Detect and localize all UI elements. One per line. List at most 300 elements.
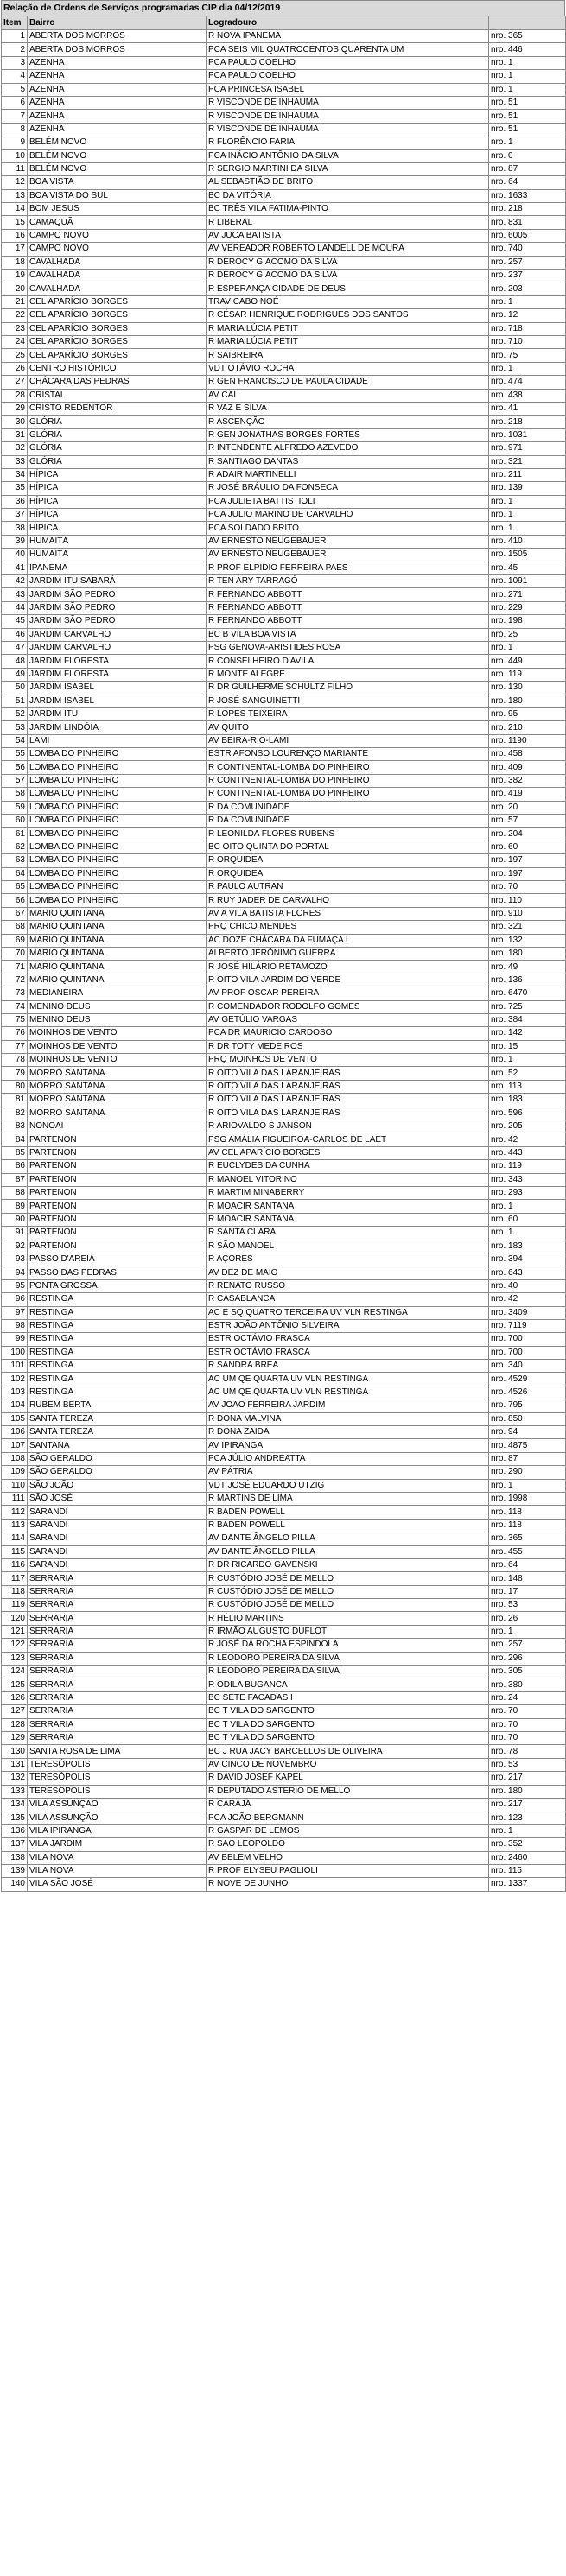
table-row [2, 961, 566, 974]
cell-item: 88 [2, 1186, 28, 1199]
cell-numero: nro. 1 [489, 641, 566, 654]
cell-item: 129 [2, 1732, 28, 1745]
cell-bairro: IPANEMA [28, 562, 207, 574]
table-row [2, 1386, 566, 1399]
cell-item: 109 [2, 1466, 28, 1479]
cell-logradouro: R DONA MALVINA [207, 1412, 489, 1425]
cell-item: 105 [2, 1412, 28, 1425]
cell-item: 56 [2, 761, 28, 774]
cell-logradouro: R OITO VILA JARDIM DO VERDE [207, 974, 489, 987]
cell-item: 17 [2, 243, 28, 256]
cell-numero: nro. 1998 [489, 1492, 566, 1505]
cell-numero: nro. 229 [489, 601, 566, 614]
cell-bairro: VILA ASSUNÇÃO [28, 1798, 207, 1811]
cell-bairro: HÍPICA [28, 522, 207, 535]
cell-logradouro: AC E SQ QUATRO TERCEIRA UV VLN RESTINGA [207, 1306, 489, 1319]
cell-bairro: LOMBA DO PINHEIRO [28, 748, 207, 761]
cell-numero: nro. 42 [489, 1293, 566, 1306]
cell-item: 32 [2, 442, 28, 455]
cell-logradouro: R JOSÉ HILÁRIO RETAMOZO [207, 961, 489, 974]
cell-logradouro: R VISCONDE DE INHAUMA [207, 110, 489, 123]
table-row [2, 176, 566, 189]
cell-bairro: JARDIM CARVALHO [28, 641, 207, 654]
cell-logradouro: PCA JULIETA BATTISTIOLI [207, 495, 489, 508]
cell-bairro: LOMBA DO PINHEIRO [28, 867, 207, 880]
cell-numero: nro. 70 [489, 1705, 566, 1718]
cell-bairro: GLÓRIA [28, 442, 207, 455]
table-row [2, 1758, 566, 1771]
table-row [2, 1745, 566, 1758]
table-row [2, 1160, 566, 1173]
cell-bairro: MARIO QUINTANA [28, 934, 207, 947]
cell-logradouro: R ADAIR MARTINELLI [207, 468, 489, 481]
cell-logradouro: AV IPIRANGA [207, 1439, 489, 1452]
cell-bairro: SERRARIA [28, 1599, 207, 1612]
table-row [2, 243, 566, 256]
cell-logradouro: AV QUITO [207, 721, 489, 734]
cell-bairro: PARTENON [28, 1200, 207, 1213]
cell-item: 59 [2, 801, 28, 814]
cell-bairro: ABERTA DOS MORROS [28, 43, 207, 56]
cell-item: 73 [2, 987, 28, 1000]
cell-bairro: PARTENON [28, 1213, 207, 1226]
cell-numero: nro. 78 [489, 1745, 566, 1758]
cell-bairro: PARTENON [28, 1133, 207, 1146]
cell-numero: nro. 87 [489, 162, 566, 175]
cell-item: 14 [2, 203, 28, 216]
cell-logradouro: PRQ CHICO MENDES [207, 921, 489, 934]
cell-logradouro: AV BELEM VELHO [207, 1851, 489, 1864]
table-row [2, 1333, 566, 1346]
cell-bairro: SERRARIA [28, 1666, 207, 1678]
cell-item: 118 [2, 1585, 28, 1598]
cell-item: 42 [2, 575, 28, 588]
cell-bairro: AZENHA [28, 96, 207, 109]
cell-item: 95 [2, 1279, 28, 1292]
cell-bairro: MARIO QUINTANA [28, 907, 207, 920]
table-row [2, 1373, 566, 1386]
table-row [2, 1439, 566, 1452]
table-row [2, 1519, 566, 1532]
cell-logradouro: R OITO VILA DAS LARANJEIRAS [207, 1094, 489, 1107]
cell-item: 20 [2, 282, 28, 295]
cell-item: 119 [2, 1599, 28, 1612]
cell-item: 89 [2, 1200, 28, 1213]
cell-item: 99 [2, 1333, 28, 1346]
table-row [2, 788, 566, 801]
cell-logradouro: R NOVE DE JUNHO [207, 1878, 489, 1891]
cell-bairro: TERESÓPOLIS [28, 1758, 207, 1771]
cell-item: 136 [2, 1824, 28, 1837]
cell-bairro: LOMBA DO PINHEIRO [28, 828, 207, 841]
cell-item: 106 [2, 1426, 28, 1439]
cell-item: 78 [2, 1054, 28, 1067]
cell-bairro: RESTINGA [28, 1346, 207, 1359]
table-row [2, 748, 566, 761]
cell-bairro: LOMBA DO PINHEIRO [28, 841, 207, 853]
table-row [2, 721, 566, 734]
cell-numero: nro. 197 [489, 867, 566, 880]
table-row [2, 1319, 566, 1332]
cell-bairro: SÃO JOSÉ [28, 1492, 207, 1505]
cell-logradouro: R RUY JADER DE CARVALHO [207, 894, 489, 907]
table-row [2, 309, 566, 322]
table-row [2, 854, 566, 867]
cell-numero: nro. 293 [489, 1186, 566, 1199]
cell-numero: nro. 474 [489, 376, 566, 389]
cell-numero: nro. 211 [489, 468, 566, 481]
cell-logradouro: R MARTINS DE LIMA [207, 1492, 489, 1505]
cell-item: 23 [2, 322, 28, 335]
cell-logradouro: R JOSÉ DA ROCHA ESPINDOLA [207, 1639, 489, 1652]
cell-bairro: SARANDI [28, 1519, 207, 1532]
cell-logradouro: BC DA VITÓRIA [207, 189, 489, 202]
cell-numero: nro. 700 [489, 1333, 566, 1346]
cell-logradouro: PCA SOLDADO BRITO [207, 522, 489, 535]
cell-bairro: RESTINGA [28, 1386, 207, 1399]
cell-numero: nro. 710 [489, 335, 566, 348]
cell-numero: nro. 419 [489, 788, 566, 801]
table-row [2, 1785, 566, 1798]
cell-item: 62 [2, 841, 28, 853]
table-row [2, 428, 566, 441]
cell-item: 46 [2, 628, 28, 641]
cell-logradouro: R JOSÉ BRÁULIO DA FONSECA [207, 482, 489, 495]
cell-bairro: AZENHA [28, 110, 207, 123]
table-row [2, 695, 566, 707]
cell-item: 13 [2, 189, 28, 202]
cell-item: 66 [2, 894, 28, 907]
cell-numero: nro. 596 [489, 1107, 566, 1120]
cell-bairro: CHÁCARA DAS PEDRAS [28, 376, 207, 389]
cell-item: 117 [2, 1572, 28, 1585]
table-row [2, 149, 566, 162]
cell-logradouro: AV JOAO FERREIRA JARDIM [207, 1399, 489, 1412]
cell-numero: nro. 51 [489, 123, 566, 136]
cell-bairro: PARTENON [28, 1240, 207, 1253]
table-row [2, 707, 566, 720]
cell-bairro: MORRO SANTANA [28, 1067, 207, 1080]
cell-logradouro: R HÉLIO MARTINS [207, 1612, 489, 1625]
cell-item: 34 [2, 468, 28, 481]
cell-bairro: SERRARIA [28, 1678, 207, 1691]
orders-table [1, 16, 566, 1892]
table-row [2, 509, 566, 522]
cell-bairro: SERRARIA [28, 1718, 207, 1731]
cell-numero: nro. 1505 [489, 549, 566, 562]
report-sheet [1, 0, 565, 1892]
table-row [2, 1479, 566, 1492]
cell-bairro: CRISTO REDENTOR [28, 402, 207, 415]
cell-bairro: SANTA TEREZA [28, 1412, 207, 1425]
cell-numero: nro. 409 [489, 761, 566, 774]
table-row [2, 216, 566, 229]
cell-logradouro: R MARIA LÚCIA PETIT [207, 335, 489, 348]
cell-logradouro: R COMENDADOR RODOLFO GOMES [207, 1000, 489, 1013]
cell-bairro: SÃO JOÃO [28, 1479, 207, 1492]
header-bairro: Bairro [28, 16, 207, 30]
table-row [2, 588, 566, 601]
cell-bairro: SERRARIA [28, 1691, 207, 1704]
cell-logradouro: AL SEBASTIÃO DE BRITO [207, 176, 489, 189]
cell-numero: nro. 45 [489, 562, 566, 574]
cell-numero: nro. 1 [489, 83, 566, 96]
table-row [2, 282, 566, 295]
cell-logradouro: R BADEN POWELL [207, 1519, 489, 1532]
table-row [2, 1306, 566, 1319]
cell-numero: nro. 446 [489, 43, 566, 56]
cell-bairro: MARIO QUINTANA [28, 947, 207, 960]
table-row [2, 468, 566, 481]
cell-numero: nro. 25 [489, 628, 566, 641]
cell-logradouro: R VAZ E SILVA [207, 402, 489, 415]
cell-logradouro: R MARTIM MINABERRY [207, 1186, 489, 1199]
cell-logradouro: AV JUCA BATISTA [207, 229, 489, 242]
cell-bairro: VILA SÃO JOSÉ [28, 1878, 207, 1891]
cell-item: 27 [2, 376, 28, 389]
cell-bairro: SÃO GERALDO [28, 1452, 207, 1465]
cell-logradouro: AV ERNESTO NEUGEBAUER [207, 549, 489, 562]
cell-item: 128 [2, 1718, 28, 1731]
cell-item: 45 [2, 615, 28, 628]
cell-item: 43 [2, 588, 28, 601]
cell-bairro: SERRARIA [28, 1652, 207, 1665]
cell-logradouro: R SANDRA BREA [207, 1360, 489, 1373]
cell-numero: nro. 6470 [489, 987, 566, 1000]
table-row [2, 110, 566, 123]
cell-logradouro: BC T VILA DO SARGENTO [207, 1732, 489, 1745]
table-row [2, 601, 566, 614]
cell-bairro: MEDIANEIRA [28, 987, 207, 1000]
cell-bairro: LOMBA DO PINHEIRO [28, 761, 207, 774]
cell-logradouro: R MONTE ALEGRE [207, 668, 489, 681]
cell-bairro: PONTA GROSSA [28, 1279, 207, 1292]
cell-bairro: TERESÓPOLIS [28, 1785, 207, 1798]
cell-bairro: HÍPICA [28, 495, 207, 508]
cell-numero: nro. 1091 [489, 575, 566, 588]
cell-item: 79 [2, 1067, 28, 1080]
cell-item: 57 [2, 774, 28, 787]
table-row [2, 1293, 566, 1306]
cell-numero: nro. 740 [489, 243, 566, 256]
table-row [2, 229, 566, 242]
cell-item: 75 [2, 1013, 28, 1026]
table-row [2, 947, 566, 960]
cell-item: 139 [2, 1864, 28, 1877]
cell-numero: nro. 365 [489, 1532, 566, 1545]
cell-item: 25 [2, 349, 28, 362]
cell-item: 50 [2, 682, 28, 695]
cell-numero: nro. 257 [489, 1639, 566, 1652]
cell-item: 116 [2, 1558, 28, 1571]
cell-bairro: LOMBA DO PINHEIRO [28, 801, 207, 814]
cell-numero: nro. 183 [489, 1240, 566, 1253]
cell-bairro: RESTINGA [28, 1306, 207, 1319]
cell-logradouro: R PROF ELPIDIO FERREIRA PAES [207, 562, 489, 574]
cell-numero: nro. 1 [489, 1824, 566, 1837]
cell-numero: nro. 365 [489, 30, 566, 43]
cell-item: 74 [2, 1000, 28, 1013]
table-row [2, 1399, 566, 1412]
cell-numero: nro. 64 [489, 1558, 566, 1571]
cell-numero: nro. 795 [489, 1399, 566, 1412]
table-row [2, 987, 566, 1000]
cell-item: 96 [2, 1293, 28, 1306]
cell-item: 35 [2, 482, 28, 495]
cell-logradouro: R RENATO RUSSO [207, 1279, 489, 1292]
cell-numero: nro. 180 [489, 1785, 566, 1798]
cell-bairro: HÍPICA [28, 509, 207, 522]
cell-bairro: RESTINGA [28, 1319, 207, 1332]
cell-logradouro: PSG AMÁLIA FIGUEIROA-CARLOS DE LAET [207, 1133, 489, 1146]
table-row [2, 801, 566, 814]
cell-item: 127 [2, 1705, 28, 1718]
cell-logradouro: R CASABLANCA [207, 1293, 489, 1306]
table-row [2, 562, 566, 574]
cell-numero: nro. 700 [489, 1346, 566, 1359]
table-row [2, 655, 566, 668]
cell-bairro: MARIO QUINTANA [28, 921, 207, 934]
cell-numero: nro. 204 [489, 828, 566, 841]
cell-numero: nro. 410 [489, 535, 566, 548]
cell-bairro: HUMAITÁ [28, 535, 207, 548]
cell-bairro: MARIO QUINTANA [28, 961, 207, 974]
cell-bairro: CENTRO HISTÓRICO [28, 362, 207, 375]
cell-bairro: CRISTAL [28, 389, 207, 402]
cell-bairro: CAVALHADA [28, 270, 207, 282]
table-row [2, 455, 566, 468]
cell-bairro: VILA NOVA [28, 1864, 207, 1877]
table-row [2, 921, 566, 934]
cell-numero: nro. 1633 [489, 189, 566, 202]
cell-logradouro: BC J RUA JACY BARCELLOS DE OLIVEIRA [207, 1745, 489, 1758]
table-header-row [2, 16, 566, 30]
cell-bairro: SERRARIA [28, 1732, 207, 1745]
cell-item: 33 [2, 455, 28, 468]
table-row [2, 1426, 566, 1439]
cell-numero: nro. 198 [489, 615, 566, 628]
table-row [2, 56, 566, 69]
cell-item: 97 [2, 1306, 28, 1319]
cell-numero: nro. 119 [489, 668, 566, 681]
cell-logradouro: R PAULO AUTRAN [207, 881, 489, 894]
cell-logradouro: AV BEIRA-RIO-LAMI [207, 734, 489, 747]
cell-item: 102 [2, 1373, 28, 1386]
cell-item: 1 [2, 30, 28, 43]
cell-item: 5 [2, 83, 28, 96]
cell-bairro: BELÉM NOVO [28, 136, 207, 149]
cell-item: 135 [2, 1811, 28, 1824]
cell-logradouro: R LEODORO PEREIRA DA SILVA [207, 1652, 489, 1665]
cell-numero: nro. 51 [489, 96, 566, 109]
cell-numero: nro. 643 [489, 1266, 566, 1279]
cell-bairro: SARANDI [28, 1506, 207, 1519]
cell-bairro: SERRARIA [28, 1572, 207, 1585]
cell-logradouro: R CONTINENTAL-LOMBA DO PINHEIRO [207, 761, 489, 774]
cell-bairro: SERRARIA [28, 1585, 207, 1598]
table-row [2, 1678, 566, 1691]
cell-bairro: SARANDI [28, 1532, 207, 1545]
cell-logradouro: BC T VILA DO SARGENTO [207, 1718, 489, 1731]
cell-item: 84 [2, 1133, 28, 1146]
cell-bairro: AZENHA [28, 70, 207, 83]
cell-bairro: CEL APARÍCIO BORGES [28, 295, 207, 308]
cell-logradouro: R DR RICARDO GAVENSKI [207, 1558, 489, 1571]
cell-numero: nro. 148 [489, 1572, 566, 1585]
cell-bairro: CAVALHADA [28, 282, 207, 295]
table-row [2, 1360, 566, 1373]
cell-bairro: BOA VISTA DO SUL [28, 189, 207, 202]
cell-logradouro: VDT OTÁVIO ROCHA [207, 362, 489, 375]
table-row [2, 575, 566, 588]
table-row [2, 1599, 566, 1612]
cell-logradouro: R SAO LEOPOLDO [207, 1838, 489, 1851]
cell-logradouro: R ARIOVALDO S JANSON [207, 1120, 489, 1133]
cell-bairro: CEL APARÍCIO BORGES [28, 322, 207, 335]
cell-logradouro: R VISCONDE DE INHAUMA [207, 123, 489, 136]
cell-logradouro: R LEODORO PEREIRA DA SILVA [207, 1666, 489, 1678]
cell-logradouro: AC UM QE QUARTA UV VLN RESTINGA [207, 1386, 489, 1399]
cell-bairro: VILA JARDIM [28, 1838, 207, 1851]
cell-numero: nro. 257 [489, 256, 566, 269]
table-row [2, 774, 566, 787]
cell-logradouro: AV GETÚLIO VARGAS [207, 1013, 489, 1026]
cell-numero: nro. 1 [489, 1227, 566, 1240]
cell-numero: nro. 119 [489, 1160, 566, 1173]
cell-logradouro: R SANTIAGO DANTAS [207, 455, 489, 468]
cell-item: 104 [2, 1399, 28, 1412]
cell-item: 58 [2, 788, 28, 801]
cell-numero: nro. 1 [489, 495, 566, 508]
table-row [2, 416, 566, 428]
cell-logradouro: R FLORÊNCIO FARIA [207, 136, 489, 149]
cell-logradouro: R ORQUIDEA [207, 854, 489, 867]
cell-numero: nro. 321 [489, 455, 566, 468]
cell-numero: nro. 20 [489, 801, 566, 814]
cell-logradouro: R FERNANDO ABBOTT [207, 615, 489, 628]
cell-numero: nro. 24 [489, 1691, 566, 1704]
cell-bairro: LOMBA DO PINHEIRO [28, 854, 207, 867]
cell-item: 28 [2, 389, 28, 402]
table-row [2, 934, 566, 947]
cell-numero: nro. 443 [489, 1146, 566, 1159]
cell-logradouro: PCA JÚLIO ANDREATTA [207, 1452, 489, 1465]
cell-item: 7 [2, 110, 28, 123]
cell-numero: nro. 217 [489, 1798, 566, 1811]
table-row [2, 682, 566, 695]
cell-numero: nro. 70 [489, 881, 566, 894]
table-row [2, 1612, 566, 1625]
cell-numero: nro. 850 [489, 1412, 566, 1425]
cell-logradouro: R SAIBREIRA [207, 349, 489, 362]
cell-bairro: CEL APARÍCIO BORGES [28, 349, 207, 362]
cell-item: 87 [2, 1173, 28, 1186]
cell-numero: nro. 113 [489, 1080, 566, 1093]
table-row [2, 335, 566, 348]
cell-numero: nro. 4529 [489, 1373, 566, 1386]
table-row [2, 136, 566, 149]
cell-item: 91 [2, 1227, 28, 1240]
cell-item: 121 [2, 1625, 28, 1638]
table-row [2, 256, 566, 269]
table-row [2, 1811, 566, 1824]
cell-item: 37 [2, 509, 28, 522]
cell-item: 76 [2, 1027, 28, 1040]
cell-item: 115 [2, 1545, 28, 1558]
cell-numero: nro. 130 [489, 682, 566, 695]
cell-item: 6 [2, 96, 28, 109]
cell-numero: nro. 7119 [489, 1319, 566, 1332]
